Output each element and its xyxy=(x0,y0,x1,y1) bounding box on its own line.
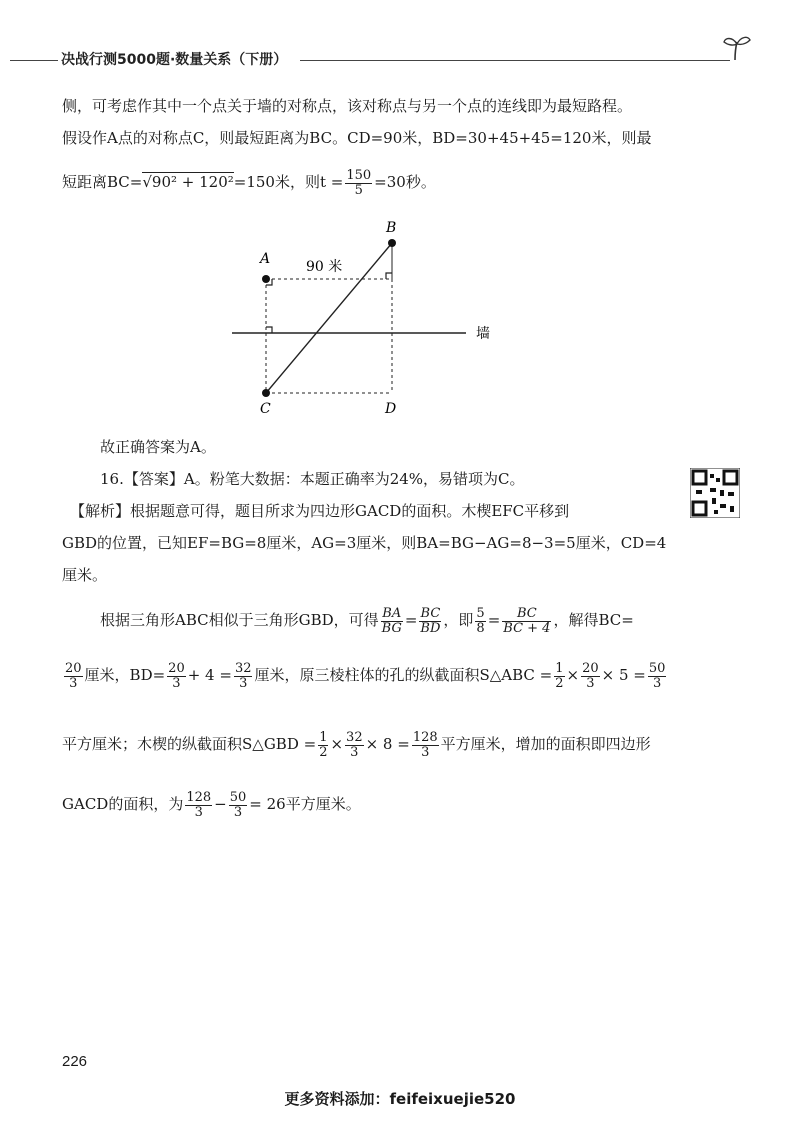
fraction-20-3: $\frac{20}{3}$ xyxy=(168,660,185,691)
header-rule-left xyxy=(10,60,58,61)
fraction-bd-value: $\frac{32}{3}$ xyxy=(234,660,252,691)
fraction-bc-value: $\frac{20}{3}$ xyxy=(65,660,82,691)
right-angle-wall xyxy=(266,327,272,333)
fraction-sabc-value: $\frac{50}{3}$ xyxy=(648,660,666,691)
point-c xyxy=(262,389,270,397)
fraction-half-1: $\frac{1}{2}$ xyxy=(555,660,564,691)
label-d: D xyxy=(385,401,397,417)
body-line-3 xyxy=(62,167,436,198)
sprout-icon xyxy=(722,34,752,62)
fraction-32-3: $\frac{32}{3}$ xyxy=(346,729,363,760)
label-b: B xyxy=(386,220,397,236)
fraction-bc-bd: $\frac{BC}{BD}$ xyxy=(420,605,441,636)
sqrt-expression: √90² + 120² xyxy=(142,173,234,191)
qr-code xyxy=(690,468,740,518)
fraction-5-8: $\frac{5}{8}$ xyxy=(476,605,485,636)
header-rule-right xyxy=(300,60,730,61)
line3-mid: =150米，则t = xyxy=(233,173,344,191)
answer-conclusion: 故正确答案为A。 xyxy=(100,438,216,456)
label-a: A xyxy=(260,251,271,267)
fraction-128-3: $\frac{128}{3}$ xyxy=(186,789,212,820)
body-line-2: 假设作A点的对称点C，则最短距离为BC。CD=90米，BD=30+45+45=120米，则最 xyxy=(62,129,652,147)
point-b xyxy=(388,239,396,247)
q16-answer-line: 16.【答案】A。粉笔大数据：本题正确率为24%，易错项为C。 xyxy=(100,470,525,488)
line3-post: =30秒。 xyxy=(374,173,436,191)
fraction-20-3-b: $\frac{20}{3}$ xyxy=(582,660,599,691)
label-distance: 90 米 xyxy=(306,259,343,275)
header-title: 决战行测5000题·数量关系（下册） xyxy=(61,52,288,68)
page-number: 226 xyxy=(62,1053,88,1070)
fraction-sgbd-value: $\frac{128}{3}$ xyxy=(412,729,438,760)
bc-bd-line: $\frac{20}{3}$ 厘米，BD= $\frac{20}{3}$ + 4 = $\frac{32}{3}$ 厘米，原三棱柱体的孔的纵截面积S△ABC = $\frac{1}{2}$ × $\frac{20}{3}$ × 5 = $\frac{50}{3}$ xyxy=(65,660,666,691)
fraction-ba-bg: $\frac{BA}{BG}$ xyxy=(381,605,402,636)
analysis-line-3: 厘米。 xyxy=(62,566,108,584)
fraction-50-3: $\frac{50}{3}$ xyxy=(229,789,247,820)
similarity-line: 根据三角形ABC相似于三角形GBD，可得 $\frac{BA}{BG}$ = $\frac{BC}{BD}$ ，即 $\frac{5}{8}$ = $\frac{BC}{BC + 4}$ ，解得BC= xyxy=(100,605,634,636)
label-c: C xyxy=(260,401,271,417)
analysis-line-2: GBD的位置，已知EF=BG=8厘米，AG=3厘米，则BA=BG−AG=8−3=5厘米，CD=4 xyxy=(62,534,667,552)
right-angle-b xyxy=(386,273,392,279)
area-line: 平方厘米；木楔的纵截面积S△GBD = $\frac{1}{2}$ × $\frac{32}{3}$ × 8 = $\frac{128}{3}$ 平方厘米，增加的面积即四边形 xyxy=(62,729,651,760)
analysis-line-1: 【解析】根据题意可得，题目所求为四边形GACD的面积。木楔EFC平移到 xyxy=(70,502,570,520)
line3-pre: 短距离BC= xyxy=(62,173,143,191)
fraction-half-2: $\frac{1}{2}$ xyxy=(319,729,328,760)
footer-note: 更多资料添加：feifeixuejie520 xyxy=(284,1090,516,1108)
label-wall: 墙 xyxy=(476,326,490,342)
final-line: GACD的面积，为 $\frac{128}{3}$ − $\frac{50}{3}$ = 26平方厘米。 xyxy=(62,789,361,820)
point-a xyxy=(262,275,270,283)
fraction-bc-bc4: $\frac{BC}{BC + 4}$ xyxy=(503,605,551,636)
geometry-diagram xyxy=(220,215,510,420)
fraction-time: $\frac{150}{5}$ xyxy=(346,167,372,198)
body-line-1: 侧，可考虑作其中一个点关于墙的对称点，该对称点与另一个点的连线即为最短路程。 xyxy=(62,97,633,115)
